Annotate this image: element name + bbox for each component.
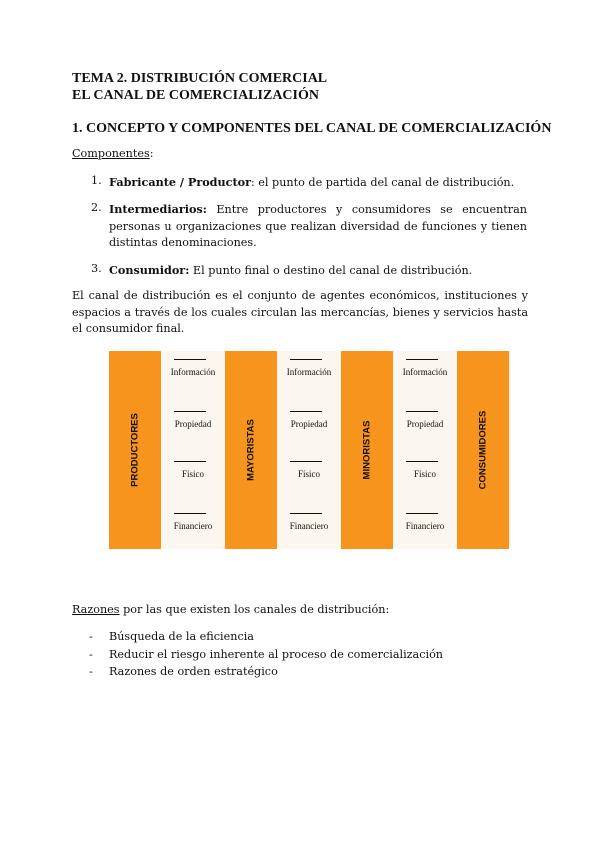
- reasons-intro-line: [72, 602, 389, 618]
- actor-label-minoristas: MINORISTAS: [361, 420, 373, 480]
- arrow-line: [174, 411, 206, 412]
- section-heading: 1. CONCEPTO Y COMPONENTES DEL CANAL DE COMERCIALIZACIÓN: [72, 121, 552, 136]
- flow-arrow-1-propiedad: [162, 409, 224, 429]
- flow-label: Propiedad: [290, 419, 328, 429]
- arrow-line: [290, 411, 322, 412]
- flow-label: Físico: [181, 469, 204, 479]
- arrow-line: [174, 359, 206, 360]
- flow-label: Físico: [413, 469, 436, 479]
- flow-label: Información: [402, 367, 448, 377]
- flow-label: Físico: [297, 469, 320, 479]
- document-title-line-1: TEMA 2. DISTRIBUCIÓN COMERCIAL: [72, 71, 328, 86]
- distribution-channel-diagram: [109, 351, 511, 549]
- item-number-3: 3.: [91, 262, 102, 275]
- item-number-1: 1.: [91, 174, 102, 187]
- flow-label: Propiedad: [406, 419, 444, 429]
- actor-bar-consumidores: [457, 351, 509, 549]
- flow-label: Información: [170, 367, 216, 377]
- component-item-2: [109, 201, 527, 252]
- flow-arrow-3-financiero: [394, 511, 456, 531]
- arrow-line: [406, 411, 438, 412]
- reason-item-1: Búsqueda de la eficiencia: [109, 630, 254, 643]
- flow-label: Financiero: [173, 521, 213, 531]
- reasons-label: Razones: [72, 603, 120, 616]
- flow-arrow-1-informacion: [162, 357, 224, 377]
- arrow-line: [290, 513, 322, 514]
- flow-arrow-2-propiedad: [278, 409, 340, 429]
- flow-arrow-2-fisico: [278, 459, 340, 479]
- bullet-dash: -: [89, 630, 93, 643]
- flow-label: Financiero: [289, 521, 329, 531]
- flow-label: Financiero: [405, 521, 445, 531]
- flow-arrow-3-fisico: [394, 459, 456, 479]
- document-title-line-2: EL CANAL DE COMERCIALIZACIÓN: [72, 88, 319, 103]
- component-text-2: Entre productores y consumidores se encuentran personas u organizaciones que realizan diversidad de funciones y tienen distintas denominaciones.: [109, 203, 527, 249]
- flow-arrow-2-informacion: [278, 357, 340, 377]
- components-label: Componentes: [72, 147, 150, 160]
- components-label-line: [72, 146, 153, 162]
- arrow-line: [406, 513, 438, 514]
- actor-bar-productores: [109, 351, 161, 549]
- actor-label-productores: PRODUCTORES: [129, 413, 141, 487]
- arrow-line: [290, 359, 322, 360]
- component-term-1: Fabricante / Productor: [109, 175, 251, 189]
- actor-label-consumidores: CONSUMIDORES: [477, 410, 489, 490]
- flow-arrow-2-financiero: [278, 511, 340, 531]
- definition-paragraph: El canal de distribución es el conjunto de agentes económicos, instituciones y espacios a través de los cuales circulan las mercancías, bienes y servicios hasta el consumidor final.: [72, 289, 528, 336]
- bullet-dash: -: [89, 648, 93, 661]
- components-colon: :: [149, 147, 154, 160]
- arrow-line: [406, 461, 438, 462]
- arrow-line: [174, 461, 206, 462]
- flow-label: Información: [286, 367, 332, 377]
- actor-bar-mayoristas: [225, 351, 277, 549]
- flow-arrow-3-propiedad: [394, 409, 456, 429]
- actor-label-mayoristas: MAYORISTAS: [245, 419, 257, 481]
- component-term-3: Consumidor:: [109, 263, 190, 277]
- flow-arrow-1-fisico: [162, 459, 224, 479]
- arrow-line: [174, 513, 206, 514]
- bullet-dash: -: [89, 665, 93, 678]
- component-text-1: : el punto de partida del canal de distribución.: [250, 176, 515, 189]
- reason-item-2: Reducir el riesgo inherente al proceso de comercialización: [109, 648, 444, 661]
- reasons-intro: por las que existen los canales de distribución:: [119, 603, 390, 616]
- component-term-2: Intermediarios:: [109, 202, 207, 216]
- flow-arrow-3-informacion: [394, 357, 456, 377]
- reason-item-3: Razones de orden estratégico: [109, 665, 278, 678]
- component-item-1: [109, 174, 527, 192]
- component-text-3: El punto final o destino del canal de distribución.: [189, 264, 473, 277]
- flow-label: Propiedad: [174, 419, 212, 429]
- arrow-line: [406, 359, 438, 360]
- flow-arrow-1-financiero: [162, 511, 224, 531]
- actor-bar-minoristas: [341, 351, 393, 549]
- item-number-2: 2.: [91, 201, 102, 214]
- component-item-3: [109, 262, 527, 280]
- arrow-line: [290, 461, 322, 462]
